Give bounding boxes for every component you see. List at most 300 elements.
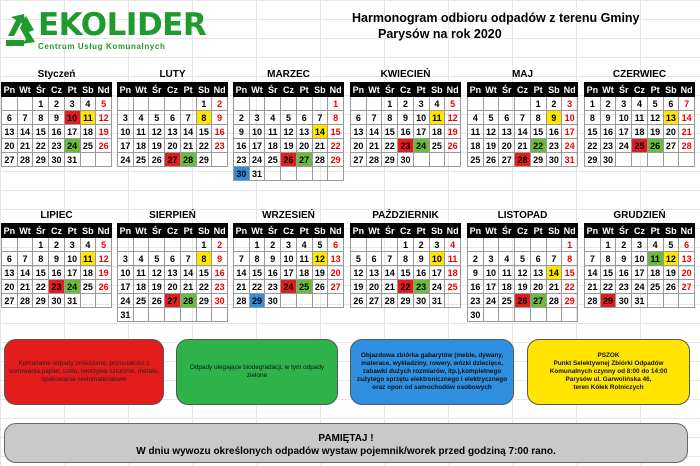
legend-pszok [527,339,690,405]
day-cell: 1 [398,238,414,252]
month-calendar [233,209,344,308]
day-cell: 5 [515,252,531,266]
day-cell: 20 [366,280,382,294]
day-cell: 16 [212,125,228,139]
day-cell: 10 [64,252,80,266]
month-name: LIPIEC [40,210,73,221]
day-cell: 24 [281,280,297,294]
weekday-header: Cz [281,224,297,238]
day-cell: 20 [679,266,695,280]
day-cell: 7 [585,252,601,266]
day-cell: 27 [351,153,367,167]
day-cell: 31 [429,294,445,308]
weekday-header: Pt [180,83,196,97]
day-cell: 27 [679,280,695,294]
day-cell: 23 [265,280,281,294]
day-cell: 17 [632,266,648,280]
day-cell: 1 [196,97,212,111]
legend-mixed-waste [4,339,164,405]
day-cell: 12 [351,266,367,280]
day-cell: 10 [413,111,429,125]
page-subtitle: Parysów na rok 2020 [378,27,502,41]
empty-cell [483,308,499,322]
day-cell: 19 [647,125,663,139]
empty-cell [445,153,461,167]
day-cell: 6 [663,97,679,111]
weekday-header: Cz [165,83,181,97]
day-cell: 14 [366,125,382,139]
day-cell: 5 [96,238,112,252]
weekday-header: Śr [499,224,515,238]
notice-title: PAMIĘTAJ ! [318,433,374,444]
day-cell: 19 [96,266,112,280]
day-cell: 16 [616,266,632,280]
day-cell: 29 [196,294,212,308]
day-cell: 21 [679,125,695,139]
weekday-header: Pt [413,224,429,238]
empty-cell [312,167,328,181]
day-cell: 26 [647,139,663,153]
day-cell: 4 [133,111,149,125]
empty-cell [429,153,445,167]
day-cell: 4 [647,238,663,252]
day-cell: 6 [165,252,181,266]
day-cell: 15 [600,266,616,280]
weekday-header: Śr [265,224,281,238]
day-cell: 3 [429,238,445,252]
day-cell: 12 [312,252,328,266]
weekday-header: Pn [468,224,484,238]
day-cell: 6 [328,238,344,252]
empty-cell [234,97,250,111]
empty-cell [679,294,695,308]
empty-cell [281,97,297,111]
day-cell: 25 [265,153,281,167]
day-cell: 24 [249,153,265,167]
empty-cell [515,308,531,322]
empty-cell [281,294,297,308]
day-cell: 18 [80,125,96,139]
day-cell: 16 [49,266,65,280]
day-cell: 29 [33,153,49,167]
month-name: LUTY [159,69,186,80]
day-cell: 16 [234,139,250,153]
day-cell: 14 [180,266,196,280]
day-cell: 15 [196,266,212,280]
day-cell: 30 [616,294,632,308]
day-cell: 10 [562,111,578,125]
day-cell: 4 [265,111,281,125]
day-cell: 30 [265,294,281,308]
day-cell: 5 [351,252,367,266]
empty-cell [312,97,328,111]
month-calendar [233,68,344,181]
month-table [350,82,461,167]
month-table [117,82,228,167]
day-cell: 2 [49,97,65,111]
day-cell: 10 [281,252,297,266]
day-cell: 8 [382,111,398,125]
day-cell: 19 [483,139,499,153]
weekday-header: Śr [33,83,49,97]
day-cell: 19 [515,280,531,294]
day-cell: 23 [413,280,429,294]
weekday-header: Pn [234,83,250,97]
weekday-header: Wt [249,83,265,97]
weekday-header: Cz [281,83,297,97]
day-cell: 3 [483,252,499,266]
day-cell: 19 [351,280,367,294]
day-cell: 11 [80,252,96,266]
empty-cell [413,153,429,167]
weekday-header: Cz [632,224,648,238]
day-cell: 21 [17,280,33,294]
day-cell: 14 [585,266,601,280]
day-cell: 14 [17,266,33,280]
day-cell: 25 [499,294,515,308]
weekday-header: Pt [64,224,80,238]
weekday-header: Pt [647,224,663,238]
day-cell: 15 [33,266,49,280]
day-cell: 8 [33,252,49,266]
weekday-header: Śr [616,83,632,97]
day-cell: 3 [118,111,134,125]
day-cell: 1 [585,97,601,111]
day-cell: 8 [530,111,546,125]
day-cell: 26 [96,280,112,294]
day-cell: 15 [196,125,212,139]
weekday-header: Cz [398,224,414,238]
day-cell: 12 [663,252,679,266]
day-cell: 14 [180,125,196,139]
empty-cell [118,238,134,252]
day-cell: 18 [499,280,515,294]
empty-cell [265,167,281,181]
day-cell: 11 [647,252,663,266]
empty-cell [515,238,531,252]
day-cell: 26 [515,294,531,308]
day-cell: 18 [133,280,149,294]
day-cell: 20 [530,280,546,294]
weekday-header: Nd [329,84,342,95]
day-cell: 29 [33,294,49,308]
empty-cell [499,97,515,111]
empty-cell [296,294,312,308]
day-cell: 5 [96,97,112,111]
weekday-header: Sb [429,224,445,238]
day-cell: 8 [249,252,265,266]
day-cell: 17 [281,266,297,280]
day-cell: 12 [281,125,297,139]
day-cell: 2 [212,238,228,252]
day-cell: 19 [96,125,112,139]
day-cell: 31 [64,153,80,167]
day-cell: 9 [49,111,65,125]
day-cell: 14 [234,266,250,280]
month-table [350,223,461,308]
day-cell: 19 [663,266,679,280]
day-cell: 7 [180,111,196,125]
weekday-header: Sb [312,83,328,97]
day-cell: 20 [2,139,18,153]
day-cell: 25 [468,153,484,167]
day-cell: 29 [600,294,616,308]
day-cell: 2 [600,97,616,111]
day-cell: 7 [180,252,196,266]
day-cell: 5 [445,97,461,111]
weekday-header: Wt [483,224,499,238]
ekolider-logo [2,4,232,54]
day-cell: 26 [96,139,112,153]
day-cell: 17 [483,280,499,294]
day-cell: 17 [64,266,80,280]
day-cell: 20 [296,139,312,153]
empty-cell [180,238,196,252]
day-cell: 13 [165,125,181,139]
day-cell: 29 [562,294,578,308]
empty-cell [17,238,33,252]
empty-cell [165,97,181,111]
day-cell: 22 [249,280,265,294]
day-cell: 23 [468,294,484,308]
day-cell: 10 [429,252,445,266]
month-calendar [467,68,578,167]
weekday-header: Sb [663,224,679,238]
day-cell: 12 [149,125,165,139]
day-cell: 9 [49,252,65,266]
day-cell: 28 [679,139,695,153]
month-name: KWIECIEŃ [380,69,431,80]
weekday-header: Pt [64,83,80,97]
day-cell: 9 [413,252,429,266]
day-cell: 4 [80,238,96,252]
empty-cell [546,238,562,252]
day-cell: 16 [398,125,414,139]
day-cell: 11 [133,125,149,139]
day-cell: 18 [445,266,461,280]
day-cell: 29 [398,294,414,308]
day-cell: 19 [281,139,297,153]
empty-cell [249,97,265,111]
empty-cell [530,238,546,252]
day-cell: 23 [600,139,616,153]
empty-cell [296,97,312,111]
day-cell: 14 [17,125,33,139]
empty-cell [281,167,297,181]
weekday-header: Wt [133,224,149,238]
day-cell: 13 [499,125,515,139]
day-cell: 22 [33,139,49,153]
day-cell: 21 [382,280,398,294]
month-calendar [1,209,112,308]
weekday-header: Sb [546,83,562,97]
day-cell: 13 [2,125,18,139]
weekday-header: Pn [468,83,484,97]
legend-mixed-waste-text: Komunalne odpady zmieszane, pozostałości z sortowania,papier, szkło, tworzywa sztuczne, metale, opakowania wielomateriałowe [9,360,159,383]
day-cell: 9 [546,111,562,125]
day-cell: 22 [382,139,398,153]
day-cell: 26 [445,139,461,153]
empty-cell [149,308,165,322]
empty-cell [212,308,228,322]
day-cell: 17 [616,125,632,139]
day-cell: 21 [180,139,196,153]
empty-cell [382,238,398,252]
weekday-header: Nd [680,225,693,236]
day-cell: 7 [679,97,695,111]
weekday-header: Wt [249,224,265,238]
day-cell: 30 [49,294,65,308]
day-cell: 11 [499,266,515,280]
day-cell: 28 [17,153,33,167]
day-cell: 28 [17,294,33,308]
day-cell: 11 [80,111,96,125]
empty-cell [17,97,33,111]
day-cell: 27 [165,294,181,308]
month-name: WRZESIEŃ [262,210,315,221]
weekday-header: Śr [149,224,165,238]
day-cell: 8 [562,252,578,266]
day-cell: 3 [64,97,80,111]
day-cell: 28 [180,153,196,167]
day-cell: 1 [196,238,212,252]
empty-cell [632,153,648,167]
day-cell: 6 [530,252,546,266]
day-cell: 30 [600,153,616,167]
day-cell: 29 [249,294,265,308]
weekday-header: Pn [585,83,601,97]
day-cell: 2 [212,97,228,111]
day-cell: 22 [196,280,212,294]
weekday-header: Pt [530,224,546,238]
month-table [233,223,344,308]
day-cell: 30 [49,153,65,167]
day-cell: 11 [296,252,312,266]
day-cell: 3 [118,252,134,266]
day-cell: 27 [328,280,344,294]
weekday-header: Śr [616,224,632,238]
day-cell: 7 [382,252,398,266]
month-calendar [117,68,228,167]
day-cell: 11 [445,252,461,266]
day-cell: 1 [33,97,49,111]
day-cell: 23 [212,280,228,294]
day-cell: 11 [468,125,484,139]
day-cell: 17 [413,125,429,139]
day-cell: 24 [562,139,578,153]
day-cell: 29 [196,153,212,167]
day-cell: 14 [546,266,562,280]
day-cell: 19 [312,266,328,280]
weekday-header: Pt [180,224,196,238]
month-calendar [584,209,695,308]
weekday-header: Nd [680,84,693,95]
day-cell: 24 [632,280,648,294]
day-cell: 16 [212,266,228,280]
day-cell: 20 [165,139,181,153]
day-cell: 7 [515,111,531,125]
empty-cell [265,97,281,111]
day-cell: 4 [468,111,484,125]
empty-cell [483,97,499,111]
empty-cell [679,153,695,167]
day-cell: 12 [96,252,112,266]
day-cell: 24 [118,294,134,308]
day-cell: 4 [499,252,515,266]
weekday-header: Nd [329,225,342,236]
weekday-header: Śr [149,83,165,97]
day-cell: 4 [429,97,445,111]
day-cell: 3 [249,111,265,125]
month-calendar [467,209,578,322]
logo-subtitle: Centrum Usług Komunalnych [38,42,166,51]
day-cell: 24 [64,280,80,294]
weekday-header: Śr [382,224,398,238]
weekday-header: Śr [499,83,515,97]
day-cell: 21 [585,280,601,294]
month-name: PAŹDZIERNIK [372,210,439,221]
day-cell: 30 [413,294,429,308]
day-cell: 7 [234,252,250,266]
day-cell: 7 [17,111,33,125]
weekday-header: Wt [600,224,616,238]
weekday-header: Sb [663,83,679,97]
day-cell: 18 [429,125,445,139]
day-cell: 16 [468,280,484,294]
day-cell: 13 [366,266,382,280]
empty-cell [2,97,18,111]
day-cell: 1 [530,97,546,111]
day-cell: 1 [382,97,398,111]
day-cell: 22 [585,139,601,153]
day-cell: 5 [281,111,297,125]
day-cell: 7 [546,252,562,266]
weekday-header: Wt [366,83,382,97]
day-cell: 21 [312,139,328,153]
day-cell: 8 [196,111,212,125]
weekday-header: Pn [234,224,250,238]
day-cell: 8 [328,111,344,125]
empty-cell [546,308,562,322]
day-cell: 5 [483,111,499,125]
day-cell: 9 [616,252,632,266]
day-cell: 21 [546,280,562,294]
empty-cell [133,97,149,111]
weekday-header: Sb [196,83,212,97]
empty-cell [133,308,149,322]
day-cell: 10 [118,266,134,280]
weekday-header: Pt [296,224,312,238]
day-cell: 2 [468,252,484,266]
weekday-header: Pt [296,83,312,97]
day-cell: 17 [118,280,134,294]
day-cell: 9 [600,111,616,125]
empty-cell [80,294,96,308]
day-cell: 28 [312,153,328,167]
day-cell: 6 [2,252,18,266]
day-cell: 27 [530,294,546,308]
day-cell: 3 [413,97,429,111]
day-cell: 13 [328,252,344,266]
month-name: MARZEC [267,69,310,80]
legend-bulky-waste [350,339,514,405]
month-calendar [350,68,461,167]
weekday-header: Pn [585,224,601,238]
day-cell: 9 [234,125,250,139]
day-cell: 26 [281,153,297,167]
day-cell: 25 [133,153,149,167]
day-cell: 17 [118,139,134,153]
